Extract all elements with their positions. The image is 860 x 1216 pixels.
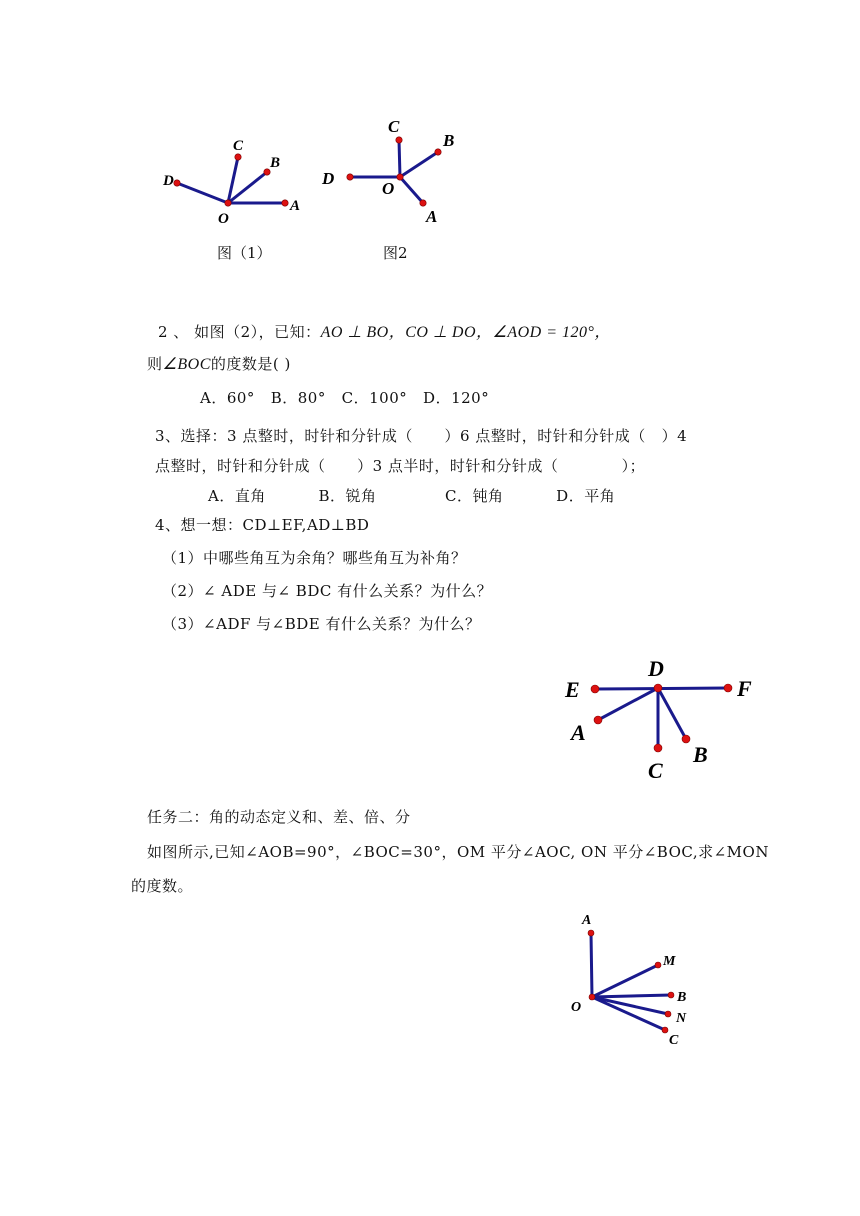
question-2-line-1 [158, 322, 611, 343]
point-c [396, 137, 402, 143]
figure-3-diagram [560, 655, 790, 785]
label-d: D [322, 169, 335, 188]
label-b: B [270, 155, 281, 171]
question-3-line-1: 3、选择：3 点整时，时针和分针成（ ）6 点整时，时针和分针成（ ）4 [155, 427, 688, 445]
figure-1-diagram [155, 135, 315, 225]
point-b [668, 992, 674, 998]
label-m: M [663, 954, 676, 969]
label-o: O [571, 1000, 582, 1015]
point-c [235, 154, 241, 160]
point-m [655, 962, 661, 968]
point-o [225, 200, 231, 206]
question-2-angle: ∠BOC [162, 356, 211, 373]
point-n [665, 1011, 671, 1017]
question-4-sub-3: （3）∠ADF 与∠BDE 有什么关系？为什么？ [162, 615, 481, 633]
question-3-options: A．直角 B．锐角 C．钝角 D．平角 [208, 487, 616, 505]
question-4-title: 4、想一想：CD⊥EF,AD⊥BD [155, 516, 370, 534]
label-a: A [290, 198, 301, 214]
label-d: D [648, 656, 664, 681]
label-e: E [565, 677, 580, 702]
point-d [174, 180, 180, 186]
question-2-line-2-suffix: 的度数是( ) [210, 355, 291, 373]
label-b: B [693, 742, 708, 767]
point-a [588, 930, 594, 936]
question-2-line-2 [147, 354, 291, 375]
point-o [589, 994, 595, 1000]
point-c [662, 1027, 668, 1033]
question-2-prefix: 2 、 如图（2），已知： [158, 323, 321, 341]
point-b [682, 735, 690, 743]
task-2-line-2: 的度数。 [131, 877, 194, 895]
label-c: C [648, 758, 663, 783]
figure-2-diagram [320, 112, 480, 226]
label-b: B [443, 131, 455, 150]
label-b: B [677, 990, 687, 1005]
point-a [420, 200, 426, 206]
point-c [654, 744, 662, 752]
figure-4-diagram [565, 910, 705, 1050]
label-o: O [382, 179, 395, 198]
question-4-sub-2: （2）∠ ADE 与∠ BDC 有什么关系？为什么？ [162, 582, 493, 600]
label-c: C [388, 117, 400, 136]
question-2-options: A．60° B．80° C．100° D．120° [200, 389, 490, 407]
figure-1-caption: 图（1） [217, 244, 272, 262]
point-b [435, 149, 441, 155]
point-d [654, 684, 662, 692]
question-3-line-2: 点整时，时针和分针成（ ）3 点半时，时针和分针成（ ）； [155, 457, 646, 475]
point-a [594, 716, 602, 724]
label-f: F [737, 676, 752, 701]
label-a: A [582, 913, 592, 928]
question-4-sub-1: （1）中哪些角互为余角？哪些角互为补角？ [162, 549, 467, 567]
label-a: A [571, 720, 586, 745]
question-2-formula: AO ⊥ BO，CO ⊥ DO，∠AOD = 120°， [320, 324, 611, 341]
question-2-line-2-prefix: 则 [147, 355, 163, 373]
task-2-line-1: 如图所示,已知∠AOB=90°，∠BOC=30°，OM 平分∠AOC, ON 平分∠BOC,求∠MON [147, 843, 769, 861]
task-2-title: 任务二：角的动态定义和、差、倍、分 [147, 808, 411, 826]
point-d [347, 174, 353, 180]
point-a [282, 200, 288, 206]
label-d: D [163, 173, 174, 189]
label-n: N [676, 1011, 687, 1026]
figure-2-caption: 图2 [383, 244, 408, 262]
label-c: C [233, 138, 244, 154]
point-o [397, 174, 403, 180]
label-c: C [669, 1033, 679, 1048]
label-a: A [426, 207, 438, 226]
point-e [591, 685, 599, 693]
point-f [724, 684, 732, 692]
label-o: O [218, 211, 229, 227]
